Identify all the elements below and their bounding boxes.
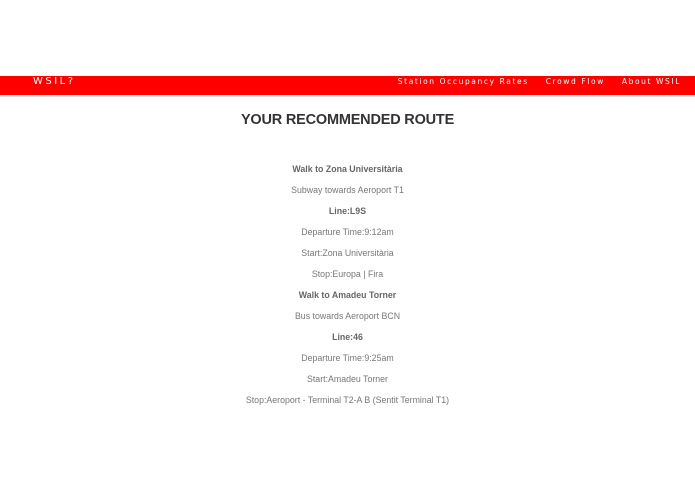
route-step-departure-1: Departure Time:9:12am: [301, 227, 394, 237]
nav-link-about-wsil[interactable]: About WSIL: [621, 77, 681, 86]
route-step-bus-direction: Bus towards Aeroport BCN: [294, 311, 401, 321]
route-step-departure-2: Departure Time:9:25am: [301, 353, 394, 363]
route-step-line-1: Line:L9S: [328, 206, 367, 216]
route-step-walk-1: Walk to Zona Universitària: [292, 164, 403, 174]
nav-links: [398, 76, 681, 95]
page-title: YOUR RECOMMENDED ROUTE: [240, 112, 455, 128]
route-step-walk-2: Walk to Amadeu Torner: [298, 290, 397, 300]
nav-link-crowd-flow[interactable]: Crowd Flow: [545, 77, 605, 86]
route-step-start-1: Start:Zona Universitària: [301, 248, 394, 258]
route-steps-list: [0, 163, 695, 415]
top-navbar: [0, 76, 695, 97]
route-step-line-2: Line:46: [332, 332, 363, 342]
nav-link-station-occupancy-rates[interactable]: Station Occupancy Rates: [397, 77, 529, 86]
route-step-stop-2: Stop:Aeroport - Terminal T2-A B (Sentit Terminal T1): [245, 395, 450, 405]
route-step-start-2: Start:Amadeu Torner: [306, 374, 388, 384]
brand-logo-link[interactable]: WSIL?: [33, 76, 76, 87]
route-step-subway-direction: Subway towards Aeroport T1: [291, 185, 404, 195]
route-step-stop-1: Stop:Europa | Fira: [311, 269, 384, 279]
